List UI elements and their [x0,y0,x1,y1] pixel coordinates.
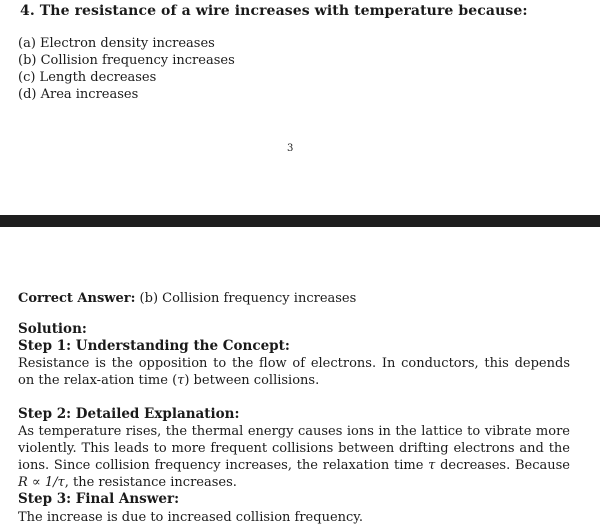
step1-heading: Step 1: Understanding the Concept: [18,338,290,354]
step1-text [18,355,570,389]
step2-text [18,423,570,491]
resistance-formula: R ∝ 1/τ [18,475,65,490]
page-number: 3 [287,143,294,154]
step2-text-part3: , the resistance increases. [64,475,237,490]
solution-heading: Solution: [18,321,87,337]
option-b: (b) Collision frequency increases [18,53,235,68]
tau-symbol: τ [428,458,436,473]
step1-text-part1: Resistance is the opposition to the flow of electrons. In conductors, this depends on the relax-ation time ( [18,356,570,388]
option-a: (a) Electron density increases [18,36,215,51]
step2-text-part2: decreases. Because [435,458,570,473]
step3-text: The increase is due to increased collision frequency. [18,510,364,525]
step3-heading: Step 3: Final Answer: [18,491,180,507]
correct-answer [18,290,570,307]
question-title: 4. The resistance of a wire increases with temperature because: [20,3,528,19]
correct-answer-label: Correct Answer: [18,291,136,306]
step2-text-part1: As temperature rises, the thermal energy causes ions in the lattice to vibrate more violently. This leads to more frequent collisions between drifting electrons and the ions. Since collision frequency increases, the relaxation time [18,424,570,473]
tau-symbol: τ [177,373,185,388]
option-d: (d) Area increases [18,87,139,102]
correct-answer-value: (b) Collision frequency increases [139,291,357,306]
step2-heading: Step 2: Detailed Explanation: [18,406,240,422]
option-c: (c) Length decreases [18,70,157,85]
page-divider [0,215,600,227]
step1-text-part2: ) between collisions. [184,373,320,388]
